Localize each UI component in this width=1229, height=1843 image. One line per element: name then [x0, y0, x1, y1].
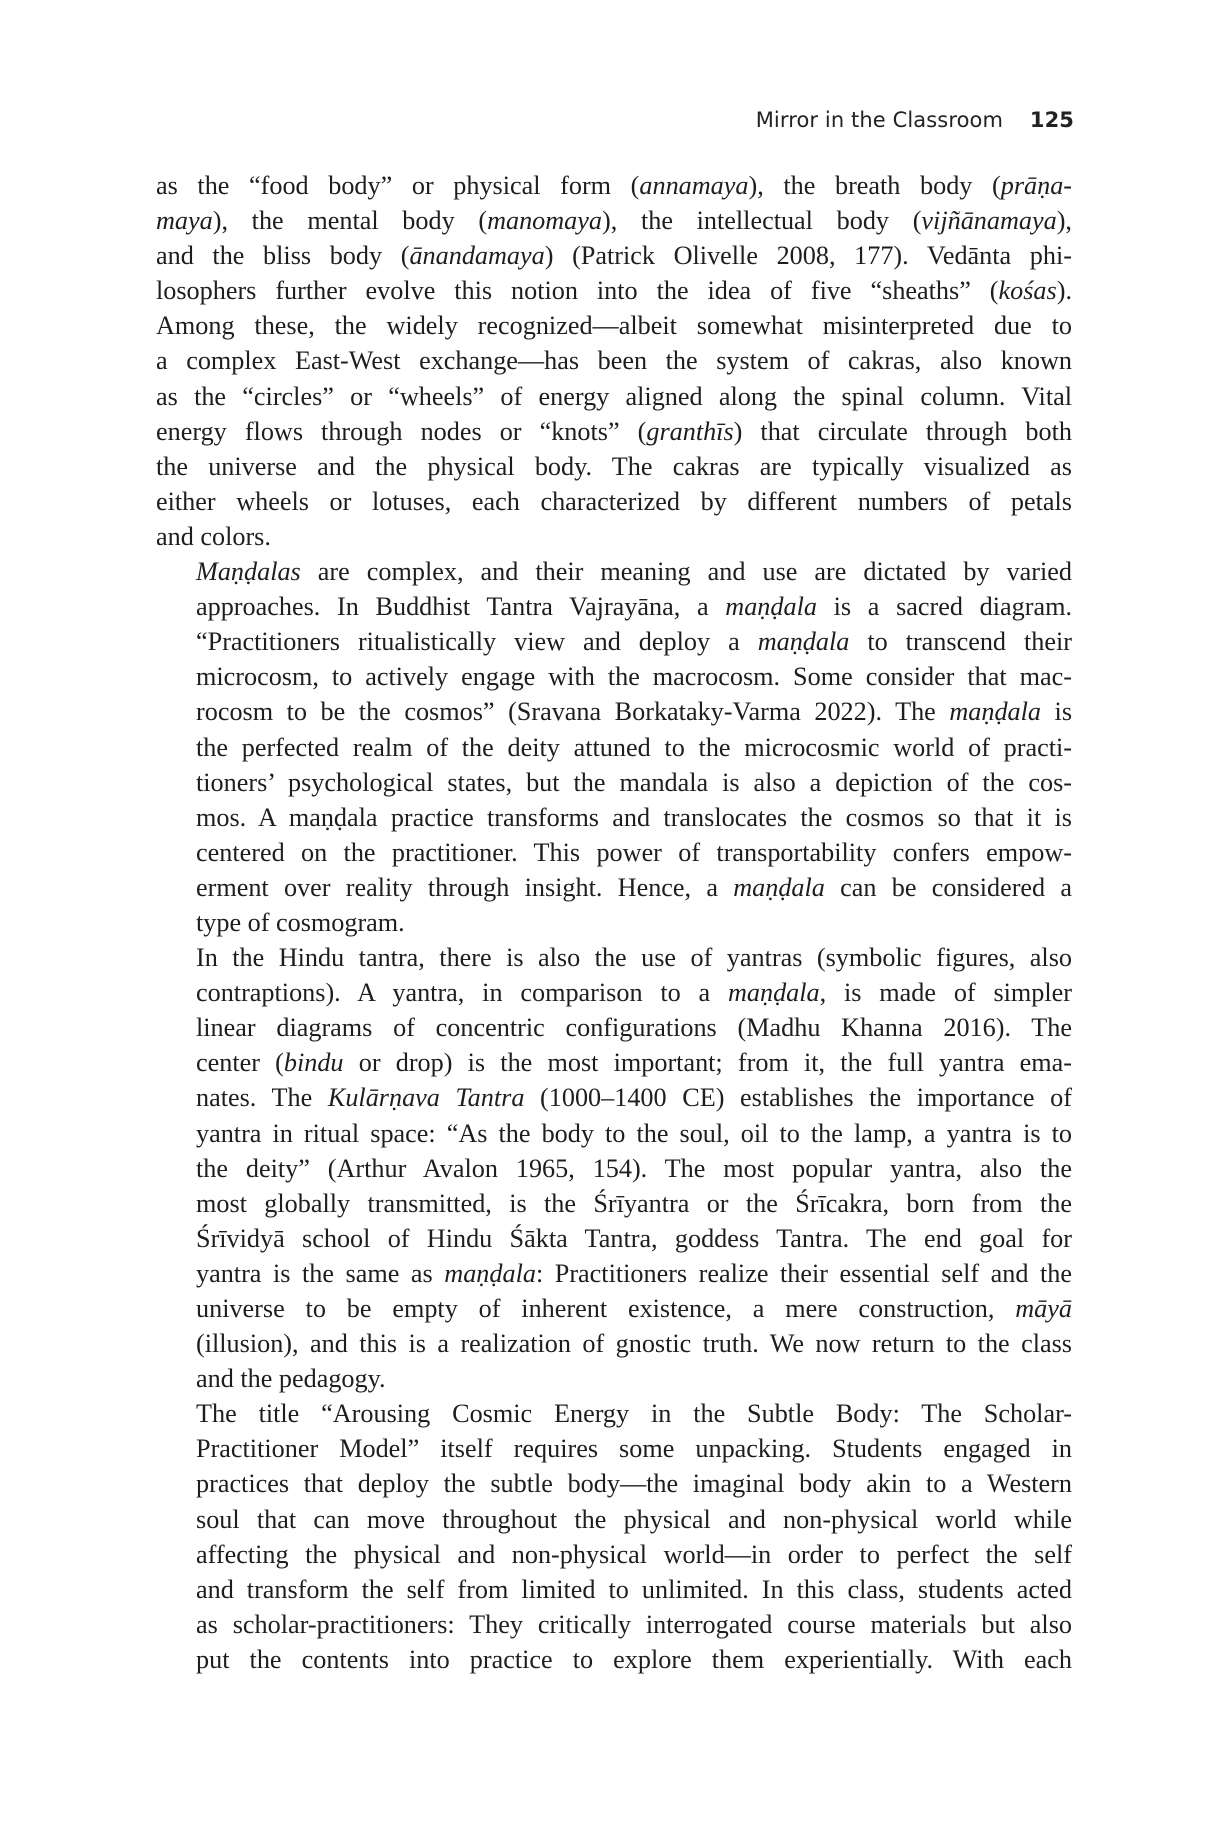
paragraph-1 — [156, 168, 1072, 554]
italic-term: maṇḍala — [757, 627, 850, 657]
text-line: and colors. — [156, 521, 271, 551]
text-line: either wheels or lotuses, each characterized by different numbers of petals — [156, 486, 1072, 516]
italic-term: maṇḍala — [733, 872, 825, 902]
page-number: 125 — [1029, 108, 1074, 132]
text-line: Maṇḍalas are complex, and their meaning and use are dictated by varied — [196, 557, 1072, 587]
italic-term: bindu — [283, 1048, 344, 1078]
text-line: Śrīvidyā school of Hindu Śākta Tantra, goddess Tantra. The end goal for — [196, 1223, 1072, 1253]
text-line: a complex East-West exchange—has been the system of cakras, also known — [156, 346, 1072, 376]
italic-term: kośas — [998, 276, 1057, 306]
text-line: the universe and the physical body. The cakras are typically visualized as — [156, 451, 1072, 481]
text-line: yantra in ritual space: “As the body to the soul, oil to the lamp, a yantra is to — [196, 1118, 1072, 1148]
text-line: as scholar-practitioners: They critically interrogated course materials but also — [196, 1609, 1072, 1639]
italic-term: maya — [156, 206, 213, 236]
text-line: Practitioner Model” itself requires some unpacking. Students engaged in — [196, 1434, 1072, 1464]
text-line: universe to be empty of inherent existence, a mere construction, māyā — [196, 1294, 1072, 1323]
text-line: as the “food body” or physical form (annamaya), the breath body (prāṇa- — [156, 171, 1073, 200]
text-line: “Practitioners ritualistically view and deploy a maṇḍala to transcend their — [196, 627, 1072, 657]
running-title: Mirror in the Classroom — [755, 108, 1004, 132]
text-line: Among these, the widely recognized—albeit somewhat misinterpreted due to — [156, 311, 1072, 341]
text-line: rocosm to be the cosmos” (Sravana Borkataky-Varma 2022). The maṇḍala is — [196, 697, 1073, 727]
body-text — [156, 168, 1072, 1677]
text-line: maya), the mental body (manomaya), the intellectual body (vijñānamaya), — [156, 206, 1072, 236]
text-line: and the pedagogy. — [196, 1364, 386, 1394]
text-line: centered on the practitioner. This power of transportability confers empow- — [196, 837, 1072, 867]
text-line: and the bliss body (ānandamaya) (Patrick Olivelle 2008, 177). Vedānta phi- — [156, 241, 1072, 271]
italic-term: maṇḍala — [727, 978, 820, 1008]
text-line: practices that deploy the subtle body—the imaginal body akin to a Western — [196, 1469, 1072, 1499]
text-line: the deity” (Arthur Avalon 1965, 154). The most popular yantra, also the — [196, 1153, 1072, 1183]
italic-term: Kulārṇava Tantra — [327, 1083, 525, 1113]
running-head — [756, 108, 1074, 132]
italic-term: maṇḍala — [949, 697, 1041, 727]
italic-term: maṇḍala — [725, 592, 817, 622]
text-line: approaches. In Buddhist Tantra Vajrayāna, a maṇḍala is a sacred diagram. — [196, 592, 1073, 622]
text-line: center (bindu or drop) is the most important; from it, the full yantra ema- — [196, 1048, 1072, 1078]
text-line: linear diagrams of concentric configurations (Madhu Khanna 2016). The — [196, 1013, 1072, 1043]
text-line: as the “circles” or “wheels” of energy aligned along the spinal column. Vital — [156, 381, 1072, 411]
text-line: The title “Arousing Cosmic Energy in the Subtle Body: The Scholar- — [196, 1399, 1072, 1429]
text-line: microcosm, to actively engage with the macrocosm. Some consider that mac- — [196, 662, 1072, 692]
italic-term: annamaya — [639, 171, 749, 200]
paragraph-3 — [156, 940, 1072, 1396]
text-line: most globally transmitted, is the Śrīyantra or the Śrīcakra, born from the — [196, 1188, 1072, 1218]
text-line: tioners’ psychological states, but the mandala is also a depiction of the cos- — [196, 767, 1072, 797]
text-line: mos. A maṇḍala practice transforms and translocates the cosmos so that it is — [196, 802, 1072, 832]
text-line: affecting the physical and non-physical world—in order to perfect the self — [196, 1539, 1072, 1569]
text-line: nates. The Kulārṇava Tantra (1000–1400 CE) establishes the importance of — [196, 1083, 1072, 1113]
text-line: erment over reality through insight. Hence, a maṇḍala can be considered a — [196, 872, 1072, 902]
text-line: contraptions). A yantra, in comparison to a maṇḍala, is made of simpler — [196, 978, 1072, 1008]
text-line: In the Hindu tantra, there is also the use of yantras (symbolic figures, also — [196, 943, 1072, 973]
text-line: yantra is the same as maṇḍala: Practitioners realize their essential self and the — [196, 1258, 1072, 1288]
text-line: energy flows through nodes or “knots” (granthīs) that circulate through both — [156, 416, 1072, 446]
text-line: losophers further evolve this notion into the idea of five “sheaths” (kośas). — [156, 276, 1072, 306]
italic-term: manomaya — [487, 206, 602, 236]
text-line: type of cosmogram. — [196, 907, 405, 937]
italic-term: Maṇḍalas — [196, 557, 301, 587]
text-line: (illusion), and this is a realization of gnostic truth. We now return to the class — [196, 1329, 1072, 1359]
italic-term: granthīs — [646, 416, 734, 446]
paragraph-2 — [156, 554, 1072, 940]
italic-term: maṇḍala — [444, 1258, 536, 1288]
text-line: soul that can move throughout the physical and non-physical world while — [196, 1504, 1072, 1534]
italic-term: ānandamaya — [409, 241, 545, 271]
text-line: the perfected realm of the deity attuned to the microcosmic world of practi- — [196, 732, 1072, 762]
italic-term: vijñānamaya — [921, 206, 1057, 236]
text-line: and transform the self from limited to unlimited. In this class, students acted — [196, 1574, 1072, 1604]
paragraph-4 — [156, 1396, 1072, 1677]
italic-term: prāṇa- — [1000, 171, 1073, 200]
text-line: put the contents into practice to explore them experientially. With each — [196, 1644, 1072, 1674]
italic-term: māyā — [1015, 1294, 1072, 1323]
